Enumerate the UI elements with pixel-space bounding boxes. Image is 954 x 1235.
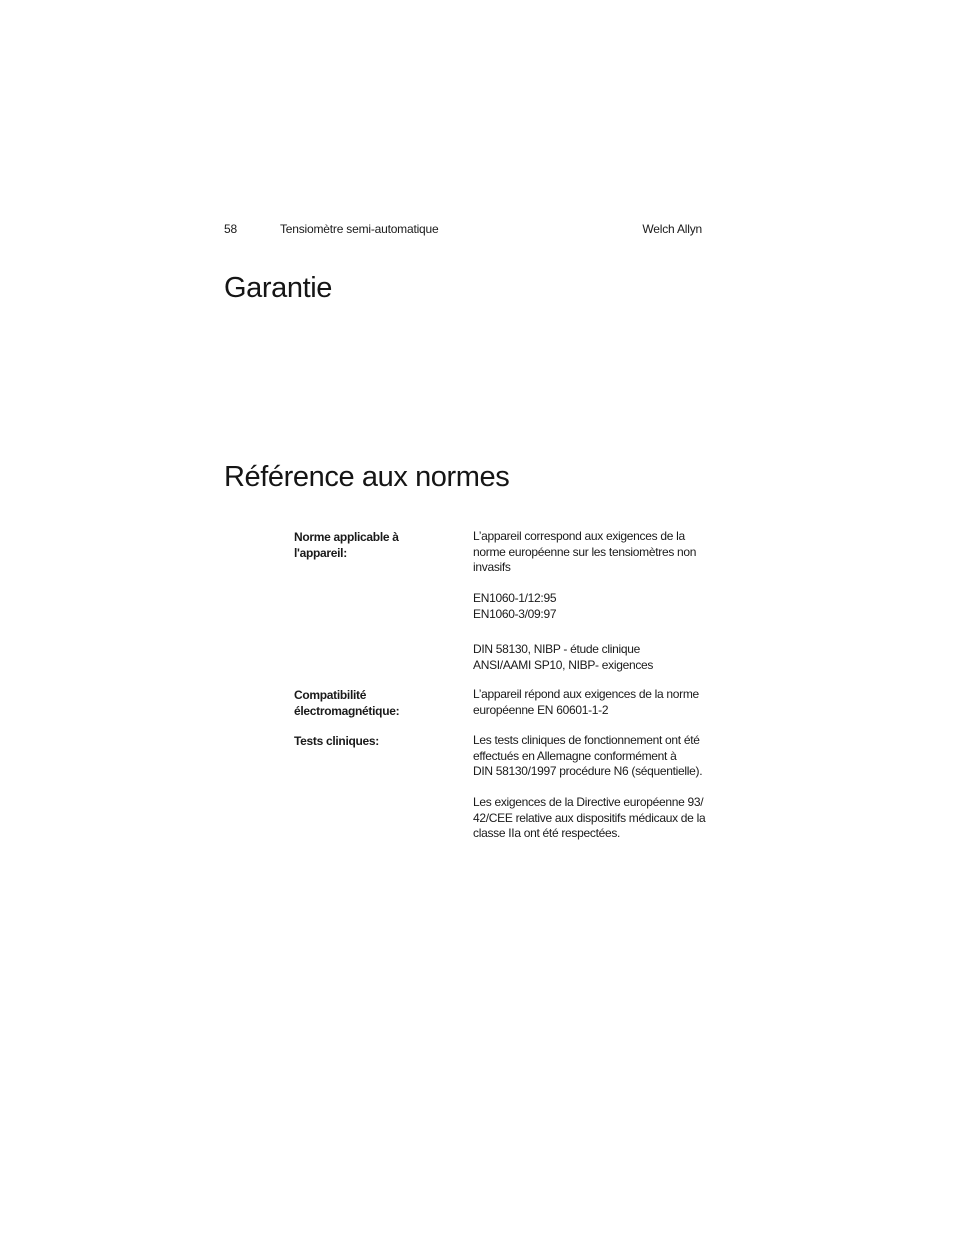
value-paragraph: Les tests cliniques de fonctionnement ont été effectués en Allemagne conformément à DIN 58130/1997 procédure N6 (séquentielle). xyxy=(473,733,703,778)
standards-row-emc xyxy=(294,687,714,719)
section-heading-warranty: Garantie xyxy=(224,272,333,304)
row-label: Compatibilité électromagnétique: xyxy=(294,688,400,718)
page-number: 58 xyxy=(224,222,237,236)
row-value xyxy=(473,733,714,842)
value-paragraph: EN1060-1/12:95 EN1060-3/09:97 xyxy=(473,591,557,621)
value-paragraph: Les exigences de la Directive européenne 93/ 42/CEE relative aux dispositifs médicaux de la classe IIa ont été respectées. xyxy=(473,795,706,840)
row-value xyxy=(473,529,714,673)
section-heading-standards: Référence aux normes xyxy=(224,461,510,493)
running-title: Tensiomètre semi-automatique xyxy=(280,222,439,236)
standards-row-clinical-tests xyxy=(294,733,714,842)
standards-table xyxy=(294,529,714,842)
value-paragraph: L’appareil répond aux exigences de la norme européenne EN 60601-1-2 xyxy=(473,687,699,717)
brand-name: Welch Allyn xyxy=(642,222,702,236)
row-value xyxy=(473,687,714,718)
row-label: Tests cliniques: xyxy=(294,734,380,748)
row-label: Norme applicable à l'appareil: xyxy=(294,530,399,560)
value-paragraph: DIN 58130, NIBP - étude clinique ANSI/AAMI SP10, NIBP- exigences xyxy=(473,642,654,672)
standards-row-applicable-norm xyxy=(294,529,714,673)
value-paragraph: L’appareil correspond aux exigences de la norme européenne sur les tensiomètres non invasifs xyxy=(473,529,697,574)
